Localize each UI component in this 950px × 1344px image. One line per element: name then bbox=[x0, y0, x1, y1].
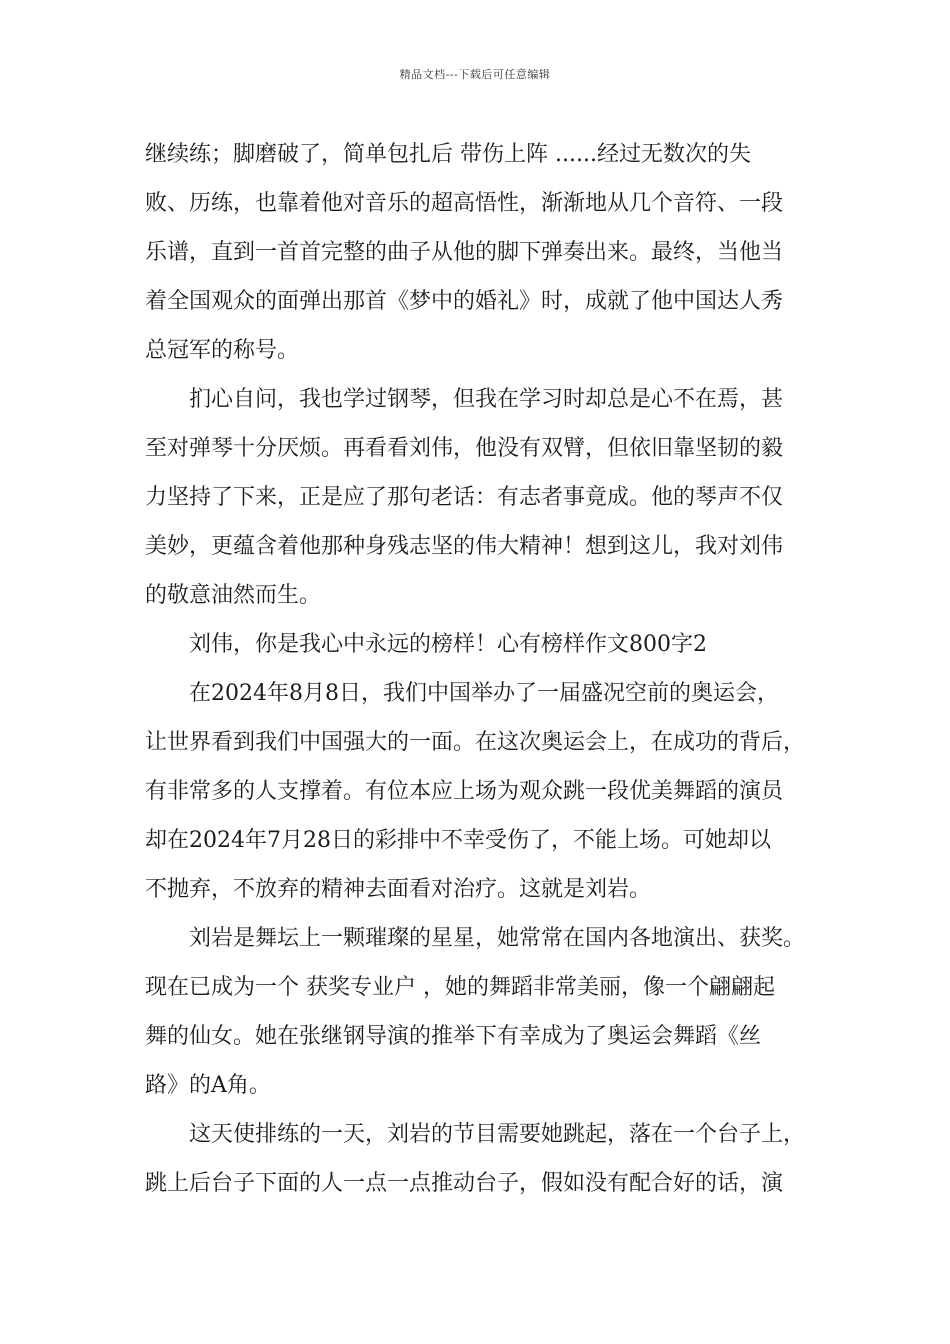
paragraph-6 bbox=[145, 1110, 825, 1208]
text-line: 继续练；脚磨破了，简单包扎后 带伤上阵 ......经过无数次的失 bbox=[145, 142, 751, 167]
text-line: 却在2024年7月28日的彩排中不幸受伤了，不能上场。可她却以 bbox=[145, 828, 771, 853]
text-line: 美妙，更蕴含着他那种身残志坚的伟大精神！想到这儿，我对刘伟 bbox=[145, 534, 784, 559]
text-line: 这天使排练的一天，刘岩的节目需要她跳起，落在一个台子上， bbox=[189, 1122, 806, 1147]
text-line: 在2024年8月8日，我们中国举办了一届盛况空前的奥运会， bbox=[189, 681, 779, 706]
text-line: 让世界看到我们中国强大的一面。在这次奥运会上，在成功的背后， bbox=[145, 730, 806, 755]
text-line: 扪心自问，我也学过钢琴，但我在学习时却总是心不在焉，甚 bbox=[189, 387, 784, 412]
section-title: 刘伟，你是我心中永远的榜样！心有榜样作文800字2 bbox=[189, 632, 707, 657]
page-header: 精品文档---下载后可任意编辑 bbox=[399, 68, 551, 81]
paragraph-2 bbox=[145, 375, 825, 620]
text-line: 总冠军的称号。 bbox=[145, 338, 300, 363]
paragraph-3 bbox=[145, 620, 825, 669]
text-line: 不抛弃，不放弃的精神去面看对治疗。这就是刘岩。 bbox=[145, 877, 652, 902]
text-line: 败、历练，也靠着他对音乐的超高悟性，渐渐地从几个音符、一段 bbox=[145, 191, 784, 216]
text-line: 乐谱，直到一首首完整的曲子从他的脚下弹奏出来。最终，当他当 bbox=[145, 240, 784, 265]
paragraph-5 bbox=[145, 914, 825, 1110]
paragraph-4 bbox=[145, 669, 825, 914]
text-line: 至对弹琴十分厌烦。再看看刘伟，他没有双臂，但依旧靠坚韧的毅 bbox=[145, 436, 784, 461]
text-line: 的敬意油然而生。 bbox=[145, 583, 322, 608]
paragraph-1 bbox=[145, 130, 825, 375]
text-line: 着全国观众的面弹出那首《梦中的婚礼》时，成就了他中国达人秀 bbox=[145, 289, 784, 314]
text-line: 力坚持了下来，正是应了那句老话：有志者事竟成。他的琴声不仅 bbox=[145, 485, 784, 510]
text-line: 舞的仙女。她在张继钢导演的推举下有幸成为了奥运会舞蹈《丝 bbox=[145, 1024, 762, 1049]
text-line: 路》的A角。 bbox=[145, 1073, 271, 1098]
text-line: 有非常多的人支撑着。有位本应上场为观众跳一段优美舞蹈的演员 bbox=[145, 779, 784, 804]
text-line: 现在已成为一个 获奖专业户 ，她的舞蹈非常美丽，像一个翩翩起 bbox=[145, 975, 775, 1000]
document-body bbox=[145, 130, 825, 1208]
text-line: 刘岩是舞坛上一颗璀璨的星星，她常常在国内各地演出、获奖。 bbox=[189, 926, 806, 951]
text-line: 跳上后台子下面的人一点一点推动台子，假如没有配合好的话，演 bbox=[145, 1171, 784, 1196]
